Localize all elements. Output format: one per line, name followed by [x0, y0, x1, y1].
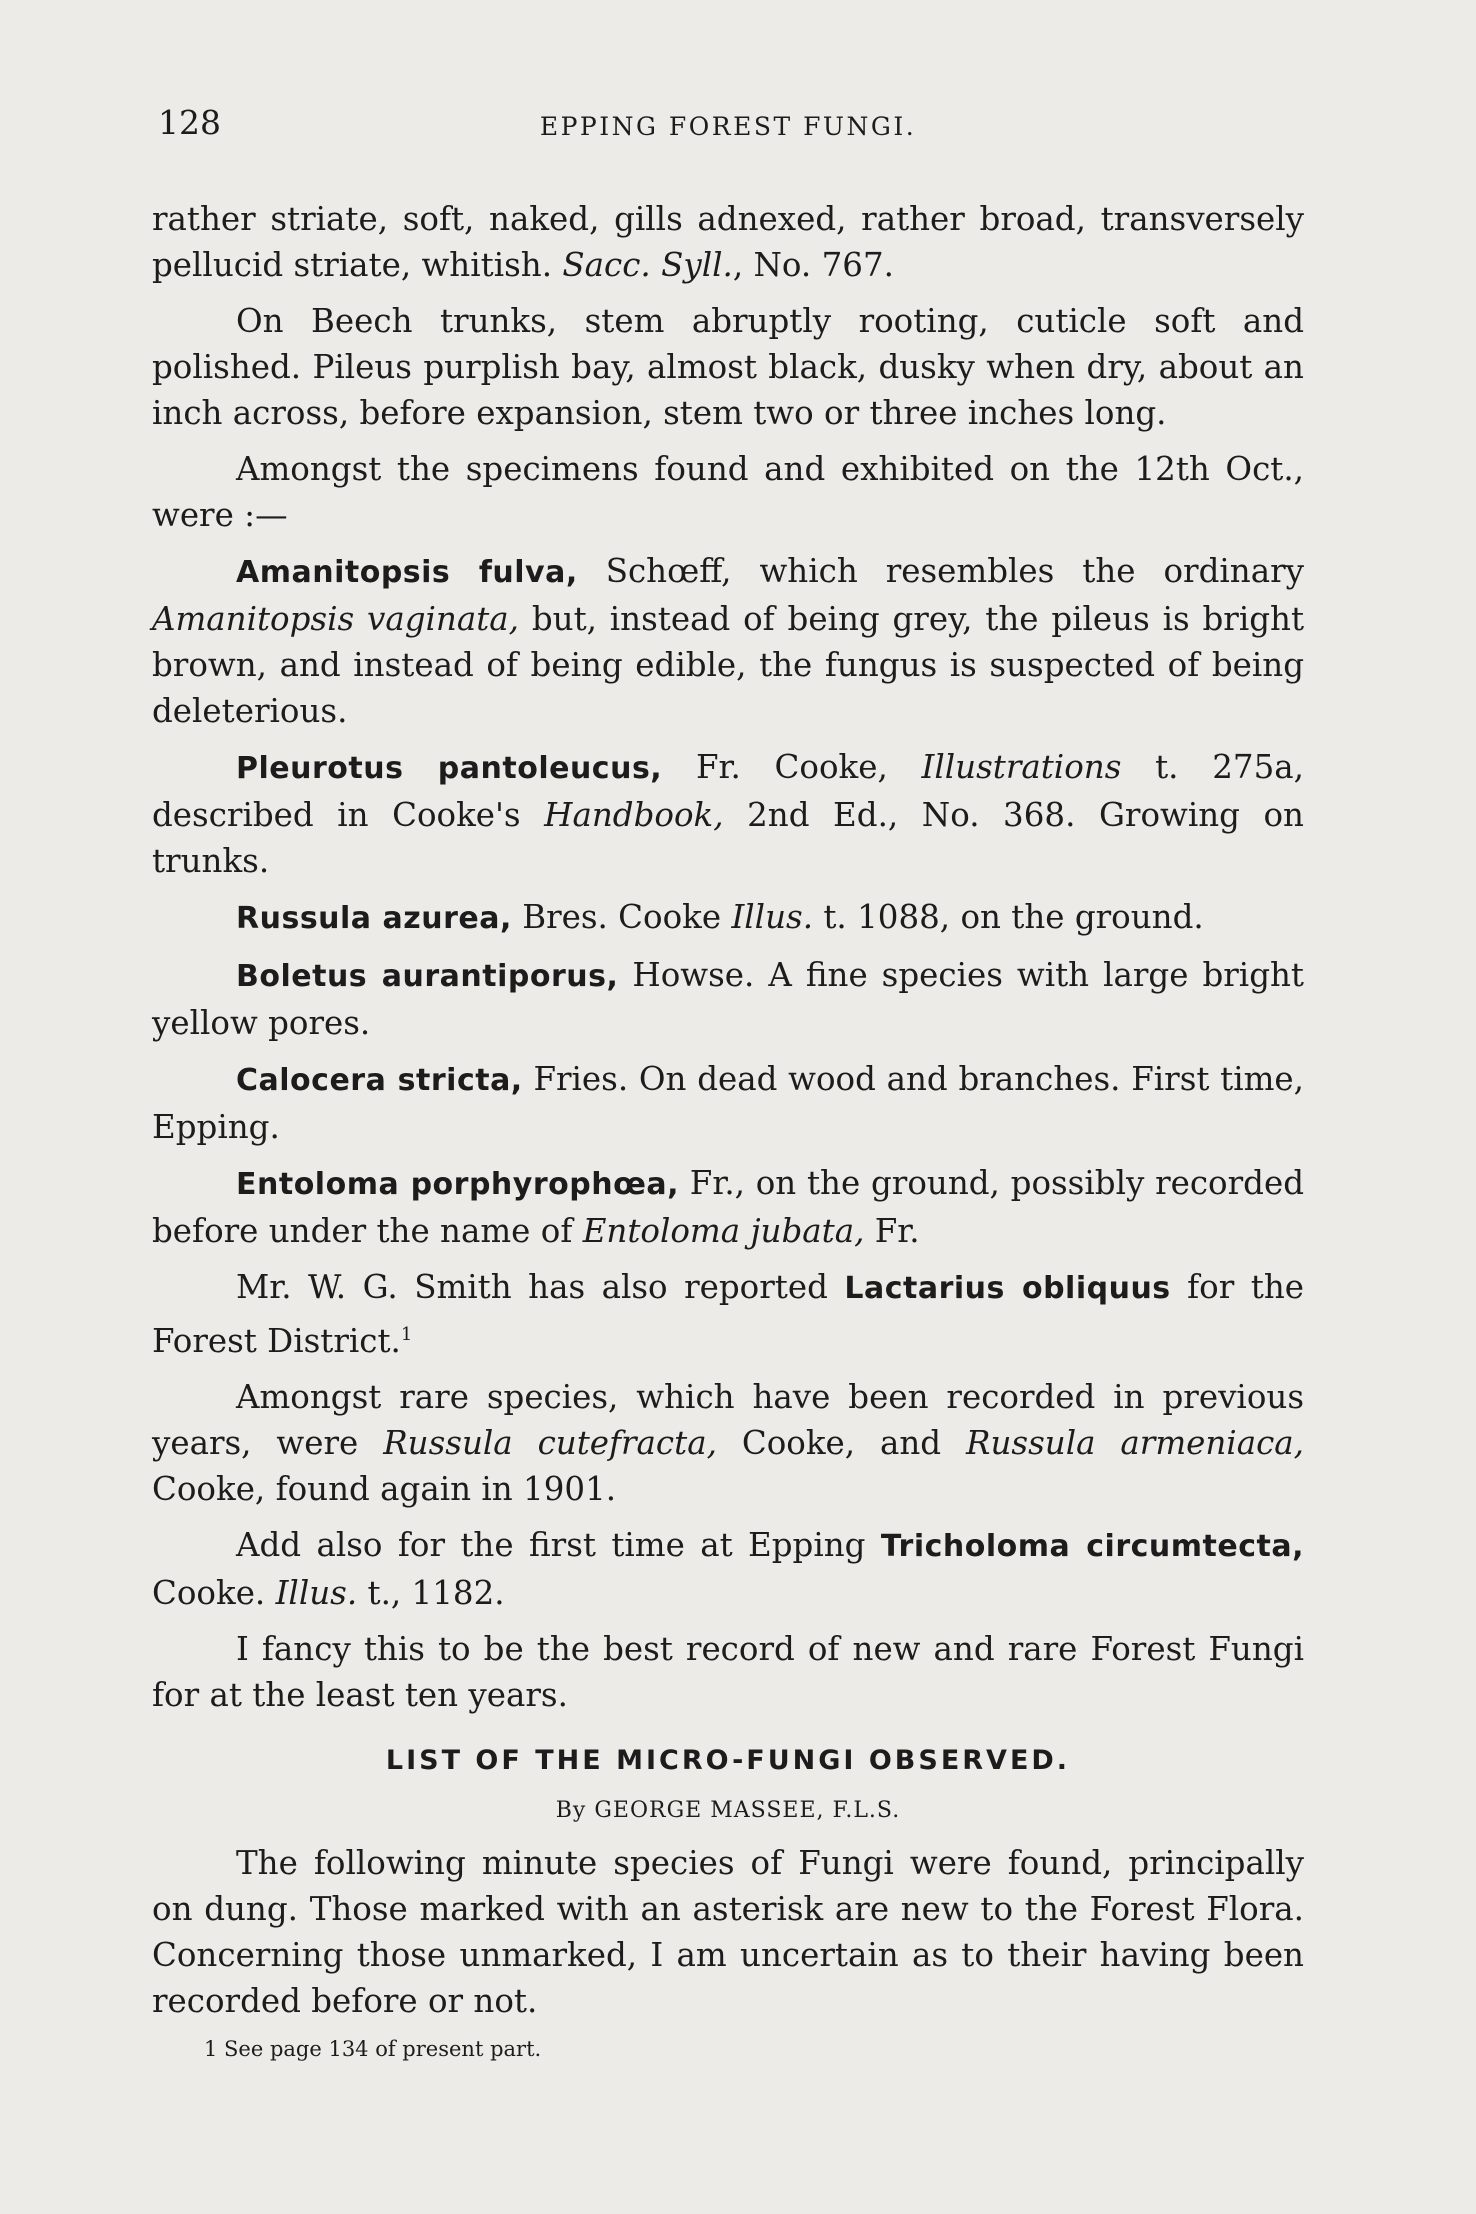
entry-russula-azurea [152, 894, 1304, 942]
species-name: Lactarius obliquus [844, 1271, 1171, 1306]
paragraph-specimens: Amongst the specimens found and exhibited on the 12th Oct., were :— [152, 450, 1304, 534]
entry-italic: Illus. [275, 1573, 358, 1612]
entry-italic: Illus. [731, 898, 814, 936]
species-name: Boletus aurantiporus, [236, 959, 619, 994]
species-name: Russula azurea, [236, 901, 512, 936]
entry-lactarius [152, 1264, 1304, 1364]
paragraph-fancy: I fancy this to be the best record of new and rare Forest Fungi for at the least ten years. [152, 1629, 1304, 1714]
entry-text: Cooke, found again in 1901. [152, 1469, 617, 1508]
entry-pleurotus [152, 744, 1304, 884]
entry-italic: Russula cutefracta, [383, 1423, 717, 1462]
entry-boletus [152, 952, 1304, 1046]
entry-text: 2nd Ed., No. 368. Growing on trunks. [152, 796, 1304, 880]
entry-italic: Entoloma jubata, [582, 1212, 865, 1250]
footnote-marker: 1 [400, 1324, 413, 1345]
entry-text: for the Forest District. [152, 1268, 1304, 1360]
entry-text: Fries. On dead wood and branches. First time, Epping. [152, 1060, 1304, 1146]
entry-calocera [152, 1056, 1304, 1150]
entry-rare-species [152, 1374, 1304, 1512]
p1-reference: Sacc. Syll. [562, 246, 733, 284]
entry-text: Cooke, and [716, 1423, 967, 1462]
paragraph-following: The following minute species of Fungi were found, principally on dung. Those marked with an asterisk are new to the Forest Flora. Concerning those unmarked, I am uncertain as to their having been recorded before or not. [152, 1843, 1304, 2020]
species-name: Entoloma porphyrophœa, [236, 1167, 680, 1202]
entry-text: but, instead of being grey, the pileus is bright brown, and instead of being edible, the fungus is suspected of being deleterious. [152, 600, 1305, 730]
entry-text: Fr. Cooke, [662, 748, 922, 786]
species-name: Pleurotus pantoleucus, [236, 751, 663, 786]
entry-text: t. 275a, described in Cooke's [152, 748, 1304, 834]
entry-italic: Illustrations [921, 748, 1122, 786]
species-name: Amanitopsis fulva, [236, 555, 578, 590]
entry-italic: Handbook, [544, 796, 724, 834]
p1-text: rather striate, soft, naked, gills adnexed, rather broad, transversely pellucid striate, whitish. [152, 200, 1304, 284]
entry-text: Fr. [864, 1212, 920, 1250]
entry-text: Cooke. [152, 1573, 276, 1612]
entry-text: Bres. Cooke [511, 898, 732, 936]
paragraph-beech: On Beech trunks, stem abruptly rooting, cuticle soft and polished. Pileus purplish bay, almost black, dusky when dry, about an inch across, before expansion, stem two or three inches long. [152, 302, 1304, 432]
section-heading: LIST OF THE MICRO-FUNGI OBSERVED. [385, 1744, 1071, 1776]
entry-text: Schœff, which resembles the ordinary [577, 552, 1304, 590]
species-name: Calocera stricta, [236, 1063, 523, 1098]
entry-text: Fr., on the ground, possibly recorded before under the name of [152, 1164, 1304, 1250]
entry-amanitopsis [152, 548, 1304, 734]
entry-text: Add also for the first time at Epping [236, 1525, 881, 1564]
p1-end: , No. 767. [732, 246, 894, 284]
page-header [152, 100, 1304, 156]
entry-italic: Russula armeniaca, [966, 1423, 1304, 1462]
byline: By GEORGE MASSEE, F.L.S. [555, 1797, 901, 1823]
entry-text: t., 1182. [357, 1573, 505, 1612]
species-name: Tricholoma circumtecta, [880, 1528, 1304, 1564]
entry-text: Mr. W. G. Smith has also reported [236, 1268, 845, 1306]
entry-tricholoma [152, 1522, 1304, 1616]
paragraph-description [152, 196, 1304, 288]
entry-text: t. 1088, on the ground. [813, 898, 1204, 936]
page-number: 128 [158, 103, 221, 142]
entry-text: Howse. A fine species with large bright yellow pores. [152, 956, 1304, 1042]
entry-italic: Amanitopsis vaginata, [152, 600, 520, 638]
footnote: 1 See page 134 of present part. [204, 2036, 542, 2061]
entry-entoloma [152, 1160, 1304, 1254]
entry-text: Amongst rare species, which have been recorded in previous years, were [152, 1377, 1304, 1462]
text-column [152, 100, 1304, 2064]
running-head: EPPING FOREST FUNGI. [539, 112, 917, 141]
